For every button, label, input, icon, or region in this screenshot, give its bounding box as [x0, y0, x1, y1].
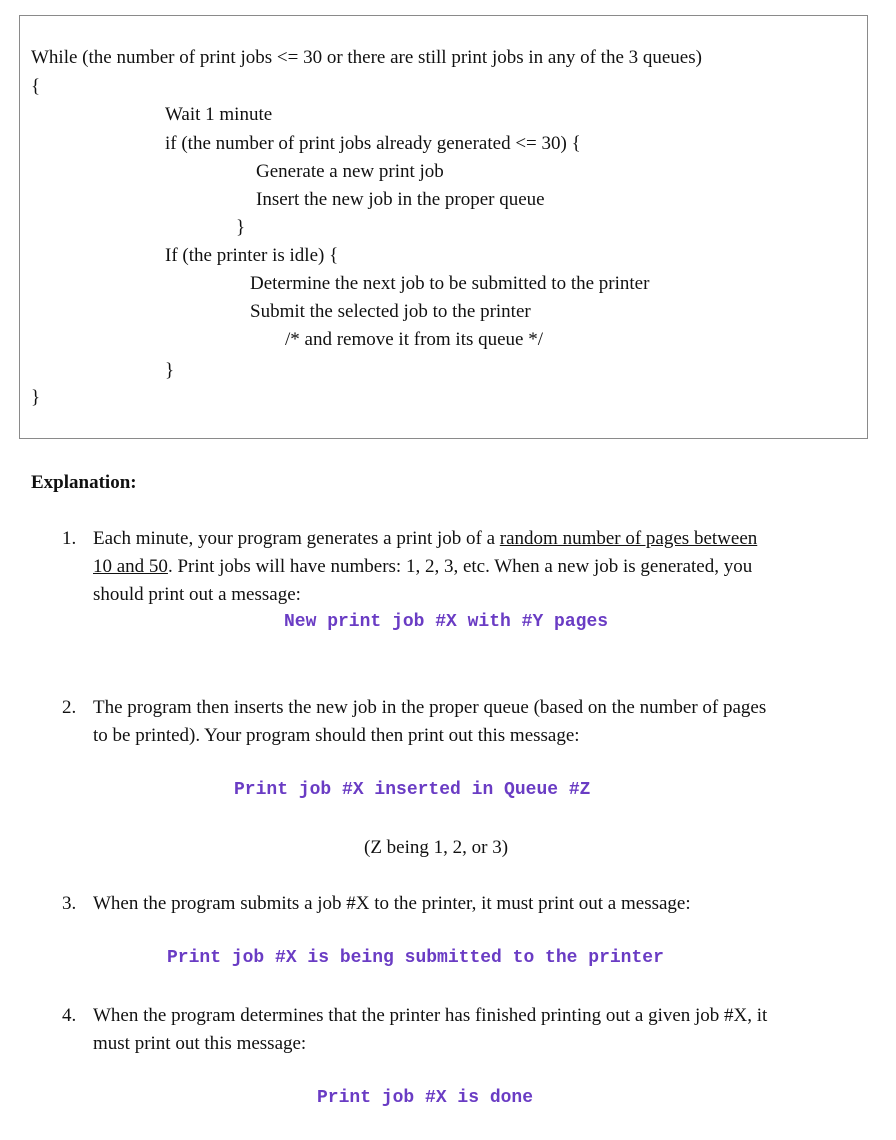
wait-line: Wait 1 minute	[165, 104, 273, 125]
item-1-line-2	[93, 556, 752, 578]
item-1-number: 1.	[62, 528, 77, 549]
item-2-note: (Z being 1, 2, or 3)	[364, 837, 509, 858]
determine-line: Determine the next job to be submitted to the printer	[250, 273, 650, 294]
item-2-number: 2.	[62, 697, 77, 718]
open-brace: {	[31, 76, 41, 97]
explanation-heading: Explanation:	[31, 472, 137, 493]
item-1-text-2: . Print jobs will have numbers: 1, 2, 3, etc. When a new job is generated, you	[167, 556, 753, 577]
range-link[interactable]: 10 and 50	[93, 556, 168, 577]
item-4-line-2: must print out this message:	[93, 1033, 307, 1054]
message-done: Print job #X is done	[317, 1088, 534, 1108]
item-4-line-1: When the program determines that the printer has finished printing out a given job #X, it	[93, 1005, 768, 1026]
item-3-line-1: When the program submits a job #X to the printer, it must print out a message:	[93, 893, 691, 914]
item-1-line-3: should print out a message:	[93, 584, 301, 605]
message-new-job: New print job #X with #Y pages	[284, 612, 609, 632]
comment-line: /* and remove it from its queue */	[285, 329, 544, 350]
if-generated-line: if (the number of print jobs already generated <= 30) {	[165, 133, 581, 154]
item-2-line-2: to be printed). Your program should then print out this message:	[93, 725, 580, 746]
message-inserted: Print job #X inserted in Queue #Z	[234, 780, 591, 800]
close-brace: }	[31, 387, 41, 408]
submit-line: Submit the selected job to the printer	[250, 301, 531, 322]
item-3-number: 3.	[62, 893, 77, 914]
message-submitted: Print job #X is being submitted to the printer	[167, 948, 664, 968]
item-4-number: 4.	[62, 1005, 77, 1026]
while-line: While (the number of print jobs <= 30 or there are still print jobs in any of the 3 queues)	[31, 47, 702, 68]
item-1-text: Each minute, your program generates a print job of a	[93, 528, 500, 549]
close-brace-inner-1: }	[236, 217, 246, 238]
item-1-line-1	[93, 528, 757, 550]
close-brace-inner-2: }	[165, 360, 175, 381]
insert-line: Insert the new job in the proper queue	[256, 189, 545, 210]
item-2-line-1: The program then inserts the new job in the proper queue (based on the number of pages	[93, 697, 767, 718]
pseudocode-box	[19, 15, 868, 439]
if-idle-line: If (the printer is idle) {	[165, 245, 339, 266]
random-pages-link[interactable]: random number of pages between	[499, 528, 758, 549]
generate-line: Generate a new print job	[256, 161, 444, 182]
